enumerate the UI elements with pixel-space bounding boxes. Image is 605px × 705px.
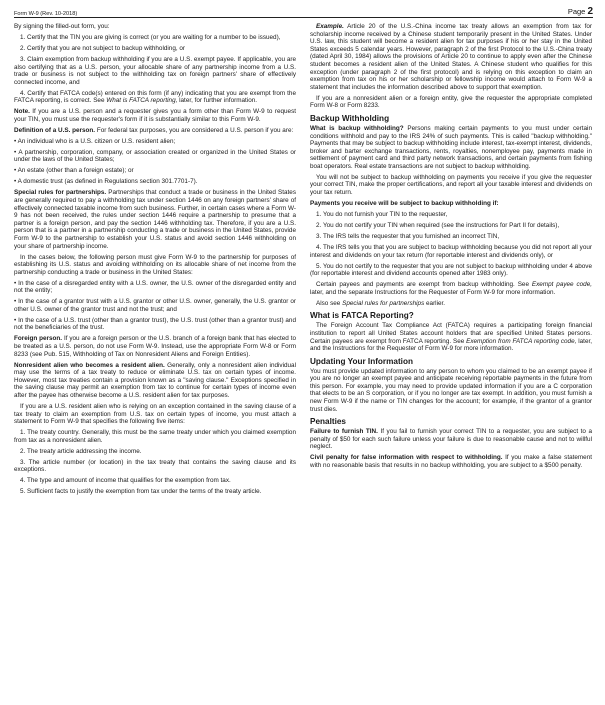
treaty-item-3: 3. The article number (or location) in the tax treaty that contains the saving clause and its exceptions. bbox=[14, 458, 296, 474]
certify-intro: By signing the filled-out form, you: bbox=[14, 23, 110, 30]
fatca-heading: What is FATCA Reporting? bbox=[310, 311, 414, 321]
exempt-payees-paragraph: Certain payees and payments are exempt from backup withholding. See Exempt payee code, later, and the separate Instructions for the Requester of Form W-9 for more information. bbox=[310, 281, 592, 296]
columns bbox=[14, 23, 593, 499]
special-rules-partnerships: Special rules for partnerships. Partnerships that conduct a trade or business in the United States are generally required to pay a withholding tax under section 1446 on any foreign partners' share of effectively connected taxable income from such business. Further, in certain cases where a Form W-9 has not been received, the rules under section 1446 require a partnership to presume that a partner is a foreign person, and pay the section 1446 withholding tax. Therefore, if you are a U.S. person that is a partner in a partnership conducting a trade or business in the United States, provide Form W-9 to the partnership to establish your U.S. status and avoid section 1446 withholding on your share of partnership income. bbox=[14, 189, 296, 250]
nonresident-give-form: If you are a nonresident alien or a foreign entity, give the requester the appropriate completed Form W-8 or Form 8233. bbox=[310, 94, 592, 110]
partnership-case-1: • In the case of a disregarded entity with a U.S. owner, the U.S. owner of the disregarded entity and not the entity; bbox=[14, 279, 296, 295]
left-column bbox=[14, 23, 296, 499]
example-paragraph: Example. Article 20 of the U.S.-China income tax treaty allows an exemption from tax for scholarship income received by a Chinese student temporarily present in the United States. Under U.S. law, this student will become a resident alien for tax purposes if his or her stay in the United States exceeds 5 calendar years. However, paragraph 2 of the first Protocol to the U.S.-China treaty (dated April 30, 1984) allows the provisions of Article 20 to continue to apply even after the Chinese student becomes a resident alien of the United States. A Chinese student who qualifies for this exception (under paragraph 2 of the first protocol) and is relying on this exception to claim an exemption from tax on his or her scholarship or fellowship income would attach to Form W-9 a statement that includes the information described above to support that exemption. bbox=[310, 23, 592, 91]
us-person-bullet-3: • An estate (other than a foreign estate); or bbox=[14, 167, 134, 175]
payment-condition-5: 5. You do not certify to the requester that you are not subject to backup withholding under 4 above (for reportable interest and dividend accounts opened after 1983 only). bbox=[310, 262, 592, 278]
payment-condition-1: 1. You do not furnish your TIN to the requester, bbox=[316, 211, 448, 219]
certify-item-3: 3. Claim exemption from backup withholding if you are a U.S. exempt payee. If applicable, you are also certifying that as a U.S. person, your allocable share of any partnership income from a U.S. trade or business is not subject to the withholding tax on foreign partners' share of effectively connected income, and bbox=[14, 55, 296, 86]
payment-condition-2: 2. You do not certify your TIN when required (see the instructions for Part II for details), bbox=[316, 222, 560, 230]
us-person-bullet-1: • An individual who is a U.S. citizen or U.S. resident alien; bbox=[14, 137, 176, 145]
saving-clause-paragraph: If you are a U.S. resident alien who is relying on an exception contained in the saving clause of a tax treaty to claim an exemption from U.S. tax on certain types of income, you must attach a statement to Form W-9 that specifies the following five items: bbox=[14, 402, 296, 426]
certify-item-2: 2. Certify that you are not subject to backup withholding, or bbox=[20, 44, 186, 52]
also-see-paragraph: Also see Special rules for partnerships earlier. bbox=[316, 299, 446, 307]
treaty-item-5: 5. Sufficient facts to justify the exemption from tax under the terms of the treaty article. bbox=[20, 488, 262, 496]
treaty-item-1: 1. The treaty country. Generally, this must be the same treaty under which you claimed exemption from tax as a nonresident alien. bbox=[14, 429, 296, 444]
what-is-backup-withholding: What is backup withholding? Persons making certain payments to you must under certain conditions withhold and pay to the IRS 24% of such payments. This is called "backup withholding." Payments that may be subject to backup withholding include interest, tax-exempt interest, dividends, broker and barter exchange transactions, rents, royalties, nonemployee pay, payments made in settlement of payment card and third party network transactions, and certain payments from fishing boat operators. Real estate transactions are not subject to backup withholding. bbox=[310, 124, 592, 170]
us-person-bullet-4: • A domestic trust (as defined in Regulations section 301.7701-7). bbox=[14, 178, 198, 186]
failure-to-furnish-paragraph: Failure to furnish TIN. If you fail to furnish your correct TIN to a requester, you are subject to a penalty of $50 for each such failure unless your failure is due to reasonable cause and not to willful neglect. bbox=[310, 428, 592, 451]
note-paragraph: Note. If you are a U.S. person and a requester gives you a form other than Form W-9 to request your TIN, you must use the requester's form if it is substantially similar to this Form W-9. bbox=[14, 108, 296, 123]
us-person-bullet-2: • A partnership, corporation, company, or association created or organized in the United States or under the laws of the United States; bbox=[14, 148, 296, 164]
updating-info-heading: Updating Your Information bbox=[310, 356, 413, 366]
partnership-case-2: • In the case of a grantor trust with a U.S. grantor or other U.S. owner, generally, the U.S. grantor or other U.S. owner of the grantor trust and not the trust; and bbox=[14, 298, 296, 313]
updating-info-paragraph: You must provide updated information to any person to whom you claimed to be an exempt payee if you are no longer an exempt payee and anticipate receiving reportable payments in the future from this person. For example, you may need to provide updated information if you are a C corporation that elects to be an S corporation, or if you no longer are tax exempt. In addition, you must furnish a new Form W-9 if the name or TIN changes for the account; for example, if the grantor of a grantor trust dies. bbox=[310, 367, 592, 413]
definition-us-person: Definition of a U.S. person. For federal tax purposes, you are considered a U.S. person if you are: bbox=[14, 126, 294, 134]
not-subject-paragraph: You will not be subject to backup withholding on payments you receive if you give the requester your correct TIN, make the proper certifications, and report all your taxable interest and dividends on your tax return. bbox=[310, 173, 592, 197]
foreign-person-paragraph: Foreign person. If you are a foreign person or the U.S. branch of a foreign bank that has elected to be treated as a U.S. person, do not use Form W-9. Instead, use the appropriate Form W-8 or Form 8233 (see Pub. 515, Withholding of Tax on Nonresident Aliens and Foreign Entities). bbox=[14, 335, 296, 358]
certify-item-1: 1. Certify that the TIN you are giving is correct (or you are waiting for a number to be issued), bbox=[20, 33, 281, 41]
backup-withholding-heading: Backup Withholding bbox=[310, 113, 390, 123]
civil-penalty-paragraph: Civil penalty for false information with respect to withholding. If you make a false statement with no reasonable basis that results in no backup withholding, you are subject to a $500 penalty. bbox=[310, 454, 592, 470]
partnership-cases-intro: In the cases below, the following person must give Form W-9 to the partnership for purposes of establishing its U.S. status and avoiding withholding on its allocable share of net income from the partnership conducting a trade or business in the United States: bbox=[14, 253, 296, 276]
form-id: Form W-9 (Rev. 10-2018) bbox=[14, 11, 78, 17]
treaty-item-2: 2. The treaty article addressing the income. bbox=[20, 447, 142, 455]
payments-subject-label: Payments you receive will be subject to backup withholding if: bbox=[310, 200, 499, 208]
partnership-case-3: • In the case of a U.S. trust (other than a grantor trust), the U.S. trust (other than a grantor trust) and not the beneficiaries of the trust. bbox=[14, 316, 296, 332]
fatca-paragraph: The Foreign Account Tax Compliance Act (FATCA) requires a participating foreign financial institution to report all United States account holders that are specified United States persons. Certain payees are exempt from FATCA reporting. See Exemption from FATCA reporting code, later, and the Instructions for the Requester of Form W-9 for more information. bbox=[310, 322, 592, 353]
page-number: 2 bbox=[587, 6, 593, 17]
nonresident-alien-paragraph: Nonresident alien who becomes a resident alien. Generally, only a nonresident alien individual may use the terms of a tax treaty to reduce or eliminate U.S. tax on certain types of income. However, most tax treaties contain a provision known as a "saving clause." Exceptions specified in the saving clause may permit an exemption from tax to continue for certain types of income even after the payee has otherwise become a U.S. resident alien for tax purposes. bbox=[14, 361, 296, 399]
page-header bbox=[14, 0, 593, 18]
payment-condition-3: 3. The IRS tells the requester that you furnished an incorrect TIN, bbox=[316, 233, 500, 240]
right-column bbox=[310, 23, 592, 499]
treaty-item-4: 4. The type and amount of income that qualifies for the exemption from tax. bbox=[20, 477, 231, 485]
page-indicator: Page 2 bbox=[567, 6, 593, 17]
payment-condition-4: 4. The IRS tells you that you are subject to backup withholding because you did not report all your interest and dividends on your tax return (for reportable interest and dividends only), or bbox=[310, 243, 592, 259]
penalties-heading: Penalties bbox=[310, 417, 346, 427]
certify-item-4: 4. Certify that FATCA code(s) entered on this form (if any) indicating that you are exempt from the FATCA reporting, is correct. See What is FATCA reporting, later, for further information. bbox=[14, 89, 296, 105]
